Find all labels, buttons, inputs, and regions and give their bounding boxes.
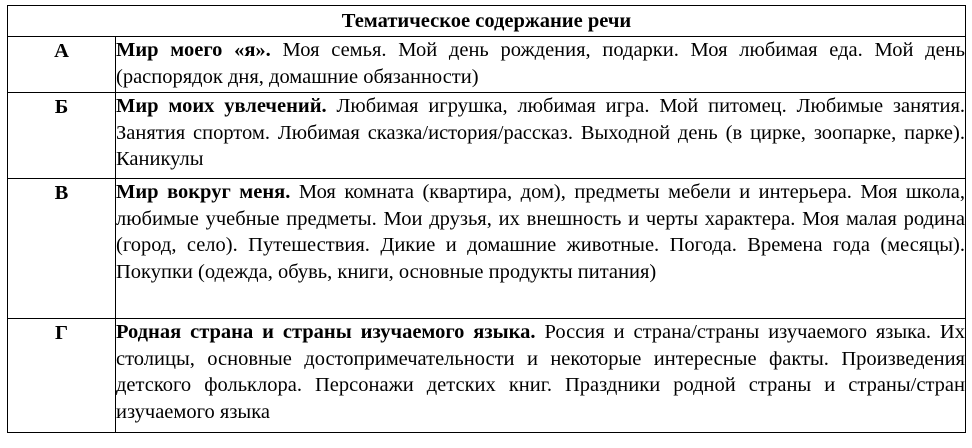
topic-title: Родная страна и страны изучаемого языка.	[116, 321, 536, 343]
table-row	[8, 319, 966, 433]
topic-description: Любимая игрушка, любимая игра. Мой питомец. Любимые занятия. Занятия спортом. Любимая сказка/история/рассказ. Выходной день (в цирке, зоопарке, парке). Каникулы	[116, 95, 966, 170]
table-header-row	[8, 6, 966, 37]
table-row	[8, 93, 966, 179]
topic-title: Мир моих увлечений.	[116, 95, 327, 117]
topic-title: Мир моего «я».	[116, 39, 271, 61]
topic-description: Моя комната (квартира, дом), предметы мебели и интерьера. Моя школа, любимые учебные предметы. Мои друзья, их внешность и черты характера. Моя малая родина (город, село). Путешествия. Дикие и домашние животные. Погода. Времена года (месяцы). Покупки (одежда, обувь, книги, основные продукты питания)	[116, 181, 965, 283]
table-header: Тематическое содержание речи	[8, 6, 966, 37]
table-row	[8, 179, 966, 319]
row-letter: А	[8, 37, 116, 93]
row-letter: В	[8, 179, 116, 319]
themes-table	[7, 5, 966, 433]
row-content	[116, 179, 966, 319]
topic-title: Мир вокруг меня.	[116, 181, 291, 203]
row-content	[116, 37, 966, 93]
topic-description: Россия и страна/страны изучаемого языка. Их столицы, основные достопримечательности и некоторые интересные факты. Произведения детского фольклора. Персонажи детских книг. Праздники родной страны и страны/стран изучаемого языка	[116, 321, 965, 423]
row-letter: Г	[8, 319, 116, 433]
table-row	[8, 37, 966, 93]
row-content	[116, 319, 966, 433]
topic-description: Моя семья. Мой день рождения, подарки. Моя любимая еда. Мой день (распорядок дня, домашние обязанности)	[116, 39, 965, 88]
row-letter: Б	[8, 93, 116, 179]
row-content	[116, 93, 966, 179]
